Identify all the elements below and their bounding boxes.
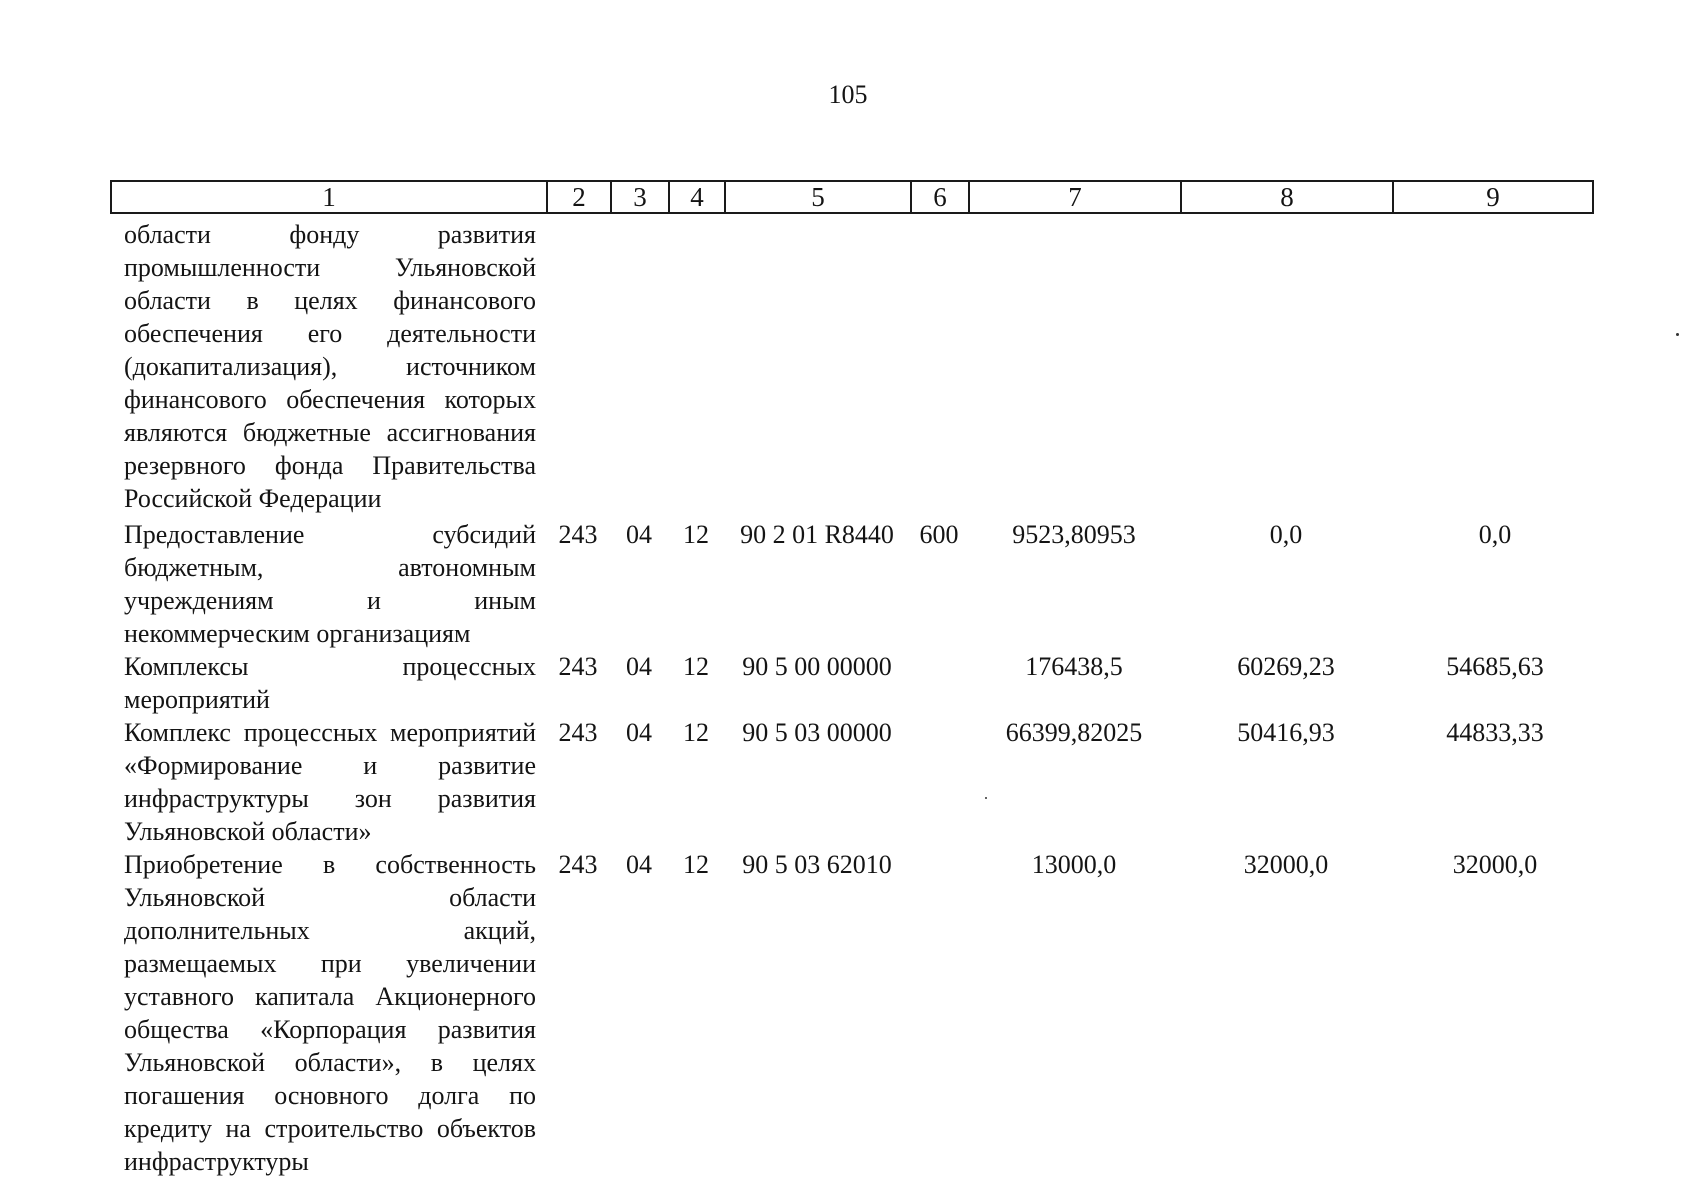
cell-col-5: 90 5 03 62010	[742, 850, 892, 879]
header-col-1: 1	[112, 182, 548, 212]
scan-speck	[1676, 333, 1679, 336]
row-name: Приобретение в собственность Ульяновской области дополнительных акций, размещаемых при увеличении уставного капитала Акционерного общества «Корпорация развития Ульяновской области», в целях погашения основного долга по кредиту на строительство объектов инфраструктуры	[124, 850, 536, 1176]
cell-col-2: 243	[558, 520, 598, 549]
cell-col-8: 50416,93	[1237, 718, 1335, 747]
cell-col-6: 600	[919, 520, 959, 549]
header-col-7: 7	[970, 182, 1182, 212]
row-name: Предоставление субсидий бюджетным, автономным учреждениям и иным некоммерческим организациям	[124, 520, 536, 648]
row-name: области фонду развития промышленности Ульяновской области в целях финансового обеспечения его деятельности (докапитализация), источником финансового обеспечения которых являются бюджетные ассигнования резервного фонда Правительства Российской Федерации	[124, 220, 536, 513]
cell-col-7: 176438,5	[1025, 652, 1123, 681]
header-col-5: 5	[726, 182, 912, 212]
cell-col-3: 04	[626, 850, 652, 879]
scan-speck	[985, 797, 987, 799]
cell-col-3: 04	[626, 652, 652, 681]
cell-col-4: 12	[683, 718, 709, 747]
cell-col-2: 243	[558, 718, 598, 747]
cell-col-8: 0,0	[1269, 520, 1303, 549]
cell-col-4: 12	[683, 520, 709, 549]
header-col-8: 8	[1182, 182, 1394, 212]
cell-col-9: 54685,63	[1446, 652, 1544, 681]
cell-col-5: 90 5 03 00000	[742, 718, 892, 747]
cell-col-3: 04	[626, 718, 652, 747]
table-header	[110, 180, 1594, 214]
cell-col-8: 32000,0	[1243, 850, 1329, 879]
cell-col-7: 9523,80953	[1012, 520, 1136, 549]
cell-col-7: 13000,0	[1031, 850, 1117, 879]
cell-col-3: 04	[626, 520, 652, 549]
header-col-4: 4	[670, 182, 726, 212]
cell-col-9: 0,0	[1478, 520, 1512, 549]
cell-col-2: 243	[558, 850, 598, 879]
row-name: Комплексы процессных мероприятий	[124, 652, 536, 714]
header-col-9: 9	[1486, 182, 1500, 212]
row-name: Комплекс процессных мероприятий «Формирование и развитие инфраструктуры зон развития Ульяновской области»	[124, 718, 536, 846]
header-col-6: 6	[912, 182, 970, 212]
cell-col-9: 32000,0	[1452, 850, 1538, 879]
cell-col-5: 90 2 01 R8440	[740, 520, 894, 549]
cell-col-5: 90 5 00 00000	[742, 652, 892, 681]
header-col-2: 2	[548, 182, 612, 212]
cell-col-4: 12	[683, 652, 709, 681]
header-col-3: 3	[612, 182, 670, 212]
cell-col-2: 243	[558, 652, 598, 681]
cell-col-9: 44833,33	[1446, 718, 1544, 747]
cell-col-8: 60269,23	[1237, 652, 1335, 681]
cell-col-4: 12	[683, 850, 709, 879]
page-number: 105	[828, 80, 868, 109]
cell-col-7: 66399,82025	[1005, 718, 1143, 747]
